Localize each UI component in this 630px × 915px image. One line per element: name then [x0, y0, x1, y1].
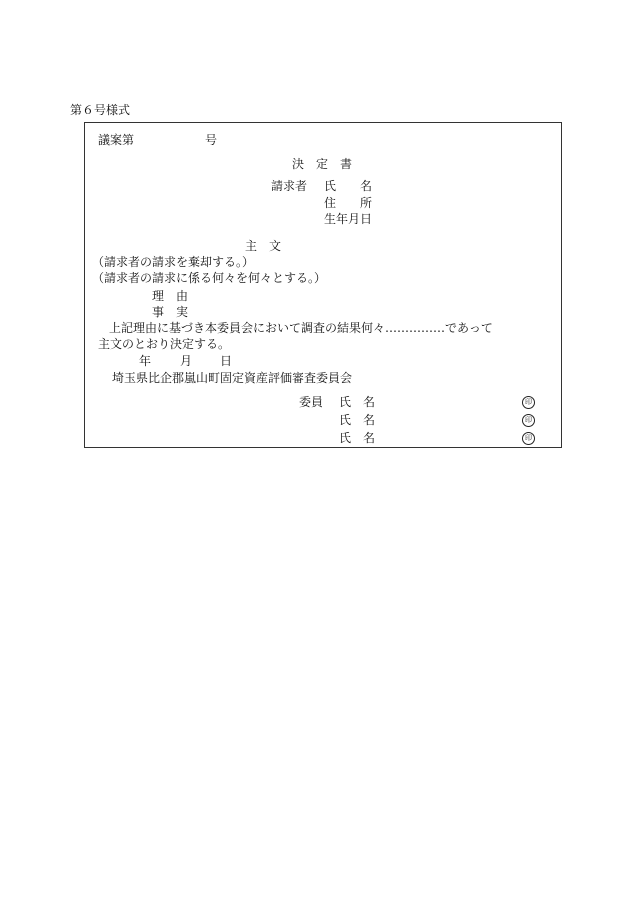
- main-text-heading: 主 文: [245, 239, 282, 253]
- requester-dob-label: 生年月日: [324, 212, 373, 226]
- body-text-line-2: 主文のとおり決定する。: [98, 337, 231, 351]
- reason-heading: 理 由: [152, 289, 189, 303]
- document-title: 決 定 書: [292, 157, 353, 171]
- date-day-label: 日: [220, 354, 233, 368]
- seal-icon: 印: [522, 396, 535, 409]
- requester-name-label: 氏 名: [324, 179, 373, 193]
- form-number: 第６号様式: [70, 103, 131, 117]
- committee-name: 埼玉県比企郡嵐山町固定資産評価審査委員会: [112, 371, 353, 385]
- requester-label: 請求者: [271, 179, 308, 193]
- member-name-label-3: 氏 名: [339, 431, 376, 445]
- date-year-label: 年: [139, 354, 152, 368]
- main-text-line-1: （請求者の請求を棄却する。）: [92, 255, 255, 269]
- bill-number-prefix: 議案第: [98, 133, 135, 147]
- body-text-line-1: 上記理由に基づき本委員会において調査の結果何々……………であって: [109, 321, 493, 335]
- member-name-label-2: 氏 名: [339, 413, 376, 427]
- bill-number-suffix: 号: [205, 133, 218, 147]
- seal-icon: 印: [522, 432, 535, 445]
- date-month-label: 月: [180, 354, 193, 368]
- member-label: 委員: [299, 395, 324, 409]
- facts-heading: 事 実: [152, 305, 189, 319]
- seal-icon: 印: [522, 414, 535, 427]
- main-text-line-2: （請求者の請求に係る何々を何々とする。）: [92, 271, 327, 285]
- member-name-label-1: 氏 名: [339, 395, 376, 409]
- requester-address-label: 住 所: [324, 196, 373, 210]
